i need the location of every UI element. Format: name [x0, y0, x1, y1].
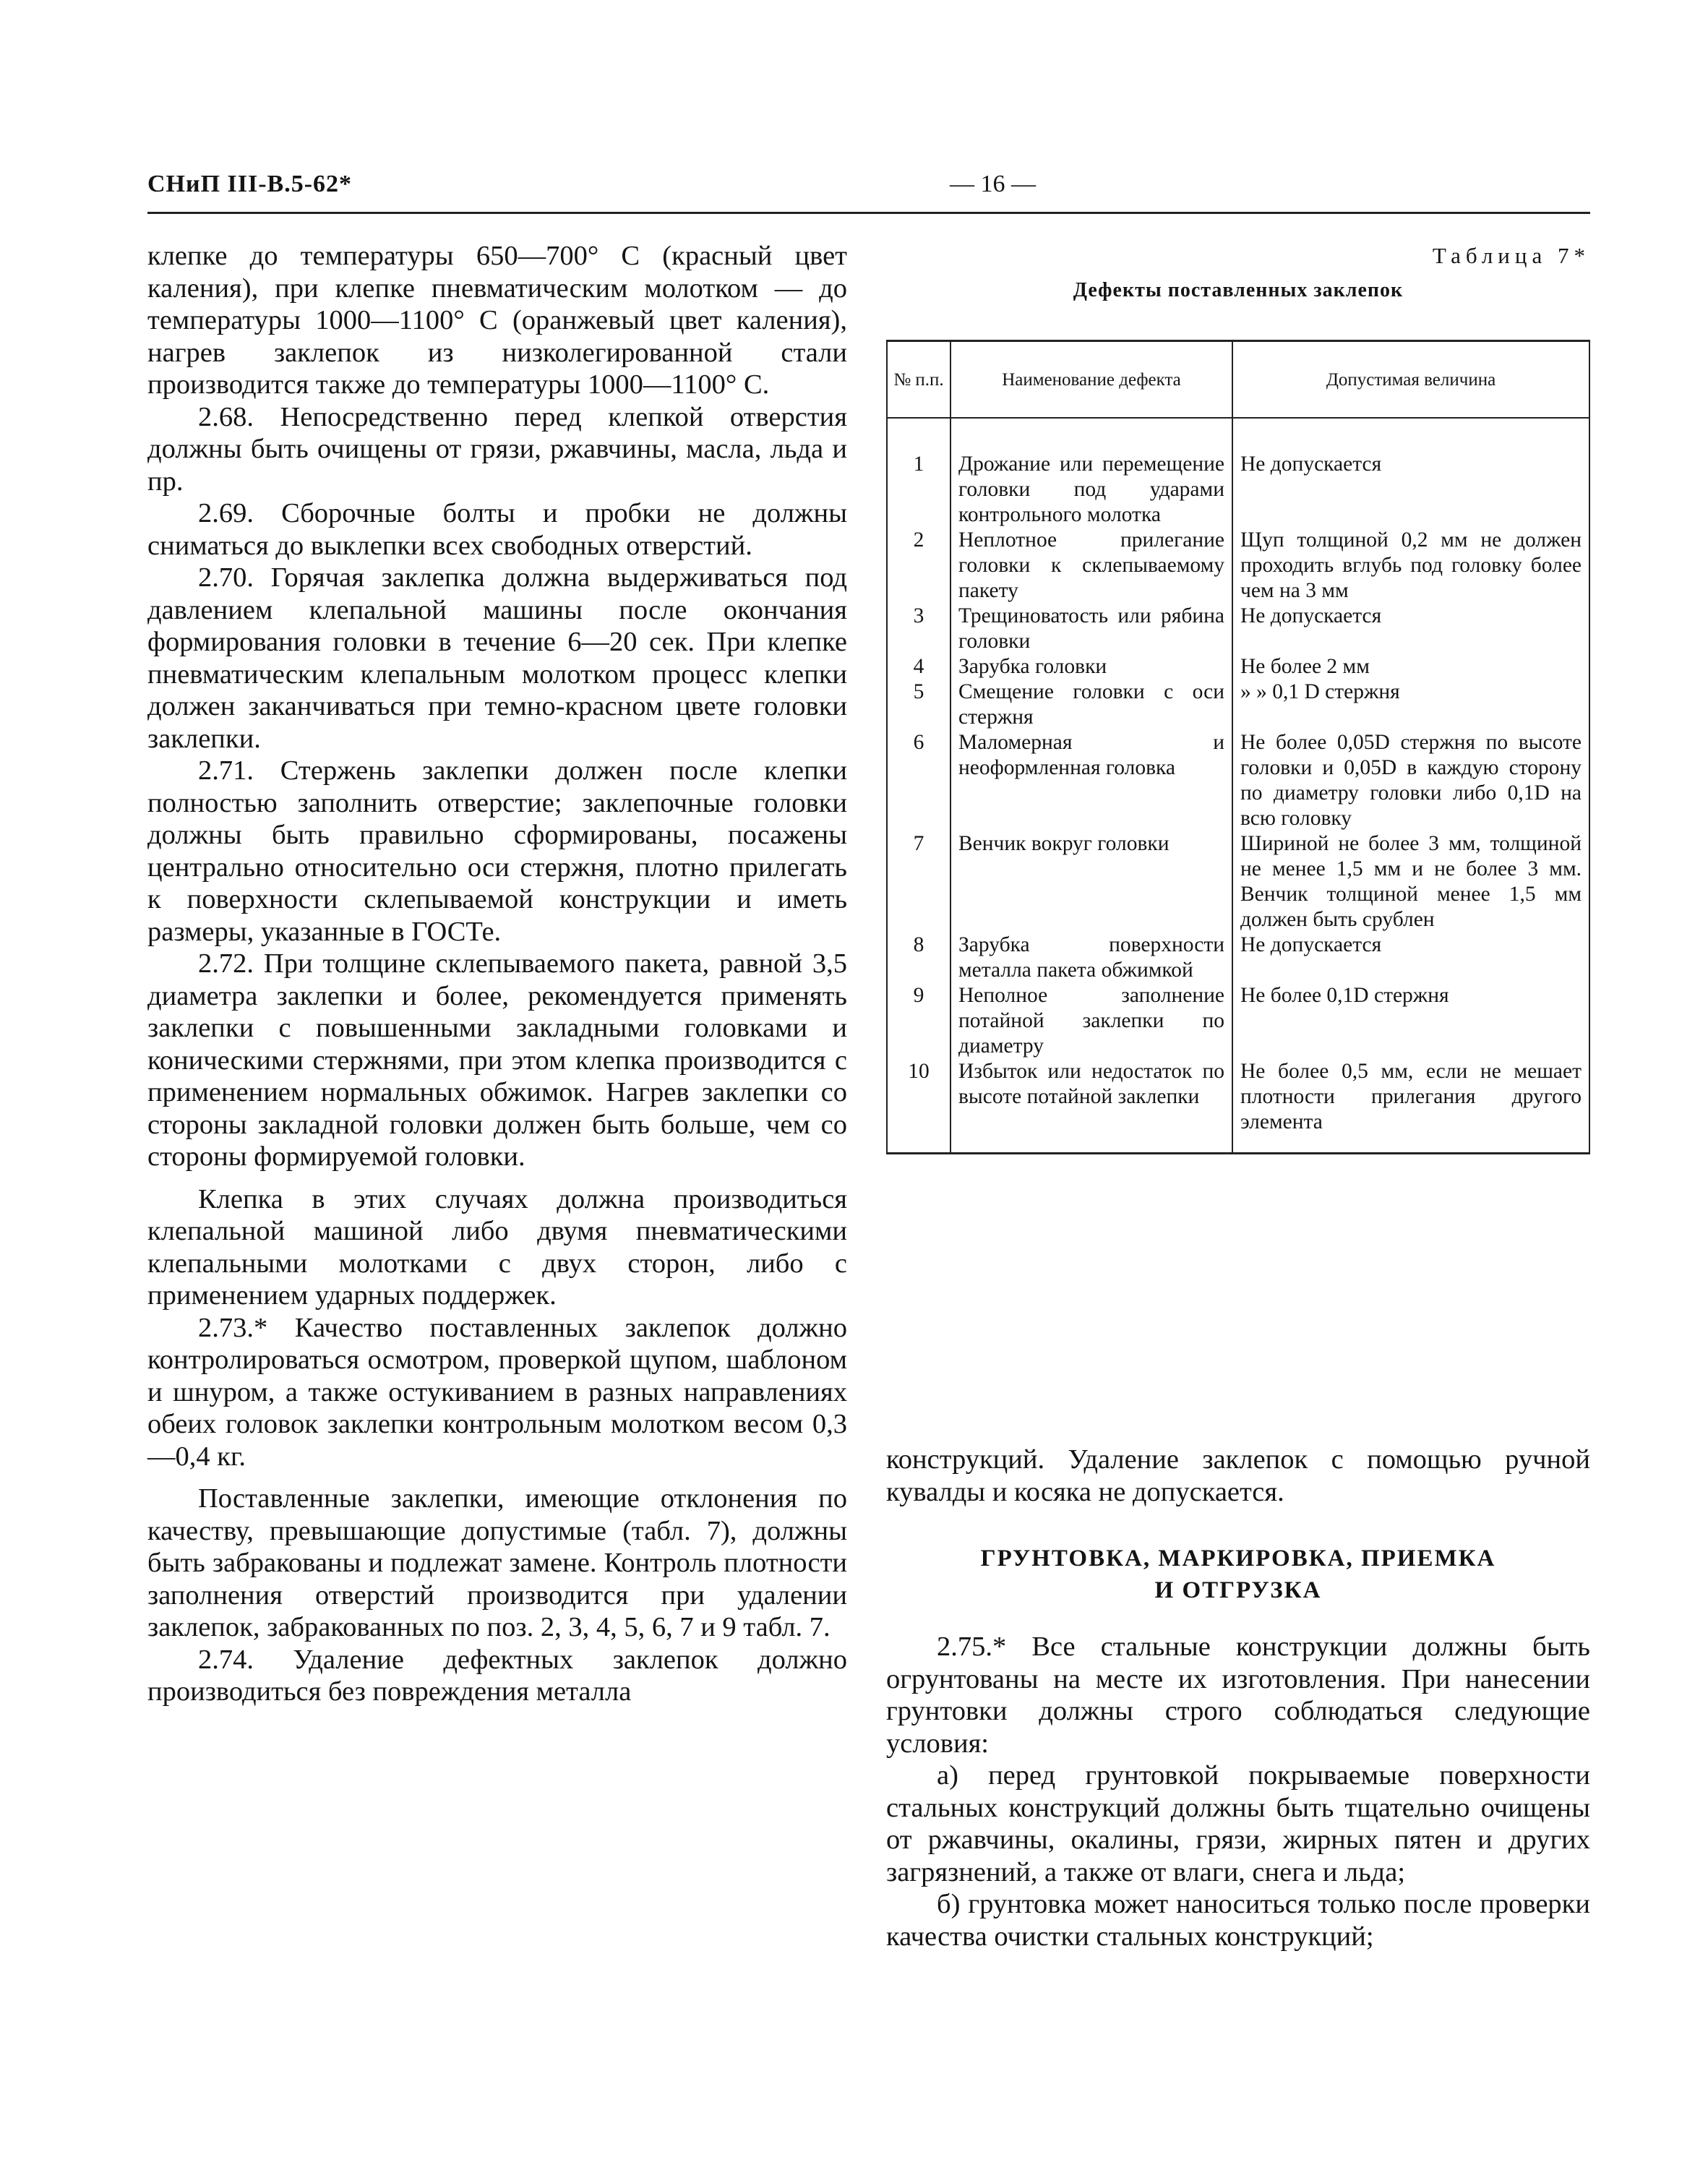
paragraph-2-75: 2.75.* Все стальные конструкции должны быть огрунтованы на месте их изготовления. При нанесении грунтовки должны строго соблюдаться следующие условия: — [886, 1632, 1590, 1759]
document-code: СНиП III-В.5-62* — [147, 171, 353, 197]
paragraph-rejected-rivets: Поставленные заклепки, имеющие отклонения по качеству, превышающие допустимые (табл. 7), должны быть забракованы и подлежат замене. Контроль плотности заполнения отверстий производится при удалении заклепок, забракованных по поз. 2, 3, 4, 5, 6, 7 и 9 табл. 7. — [147, 1483, 847, 1642]
row-number: 3 — [887, 604, 950, 654]
defect-name: Зарубка поверхности металла пакета обжимкой — [950, 932, 1232, 983]
table-title: Дефекты поставленных заклепок — [1073, 279, 1404, 301]
allowed-value: Не допускается — [1232, 932, 1589, 983]
row-number: 2 — [887, 528, 950, 604]
table-header-row — [887, 341, 1589, 419]
header-allowed-value: Допустимая величина — [1232, 341, 1589, 419]
defect-name: Венчик вокруг головки — [950, 831, 1232, 932]
defect-name: Зарубка головки — [950, 654, 1232, 679]
paragraph-riveting-cases: Клепка в этих случаях должна производиться клепальной машиной либо двумя пневматическими клепальными молотками с двух сторон, либо с применением ударных поддержек. — [147, 1183, 847, 1311]
table-row — [887, 1059, 1589, 1154]
row-number: 10 — [887, 1059, 950, 1154]
allowed-value: Не более 0,1D стержня — [1232, 983, 1589, 1059]
table-row — [887, 604, 1589, 654]
paragraph-2-72: 2.72. При толщине склепываемого пакета, равной 3,5 диаметра заклепки и более, рекомендуется применять заклепки с повышенными закладными головками и коническими стержнями, при этом клепка производится с применением нормальных обжимок. Нагрев заклепки со стороны закладной головки должен быть больше, чем со стороны формируемой головки. — [147, 948, 847, 1172]
header-defect-name: Наименование дефекта — [950, 341, 1232, 419]
paragraph-2-71: 2.71. Стержень заклепки должен после клепки полностью заполнить отверстие; заклепочные головки должны быть правильно сформированы, посажены центрально относительно оси стержня, плотно прилегать к поверхности склепываемой конструкции и иметь размеры, указанные в ГОСТе. — [147, 755, 847, 947]
table-row — [887, 730, 1589, 831]
section-heading-line: И ОТГРУЗКА — [1154, 1577, 1322, 1603]
row-number: 4 — [887, 654, 950, 679]
table-row — [887, 932, 1589, 983]
page-number: — 16 — — [950, 171, 1036, 197]
section-heading — [886, 1543, 1590, 1606]
table-number: Таблица 7* — [1432, 243, 1590, 268]
defect-name: Трещиноватость или рябина головки — [950, 604, 1232, 654]
table-row — [887, 418, 1589, 528]
defect-name: Маломерная и неоформленная головка — [950, 730, 1232, 831]
allowed-value: Не более 2 мм — [1232, 654, 1589, 679]
row-number: 6 — [887, 730, 950, 831]
row-number: 1 — [887, 418, 950, 528]
paragraph-2-74: 2.74. Удаление дефектных заклепок должно производиться без повреждения металла — [147, 1644, 847, 1707]
allowed-value: Щуп толщиной 0,2 мм не должен проходить вглубь под головку более чем на 3 мм — [1232, 528, 1589, 604]
section-heading-line: ГРУНТОВКА, МАРКИРОВКА, ПРИЕМКА — [980, 1545, 1496, 1572]
defect-name: Дрожание или перемещение головки под ударами контрольного молотка — [950, 418, 1232, 528]
table-row — [887, 831, 1589, 932]
allowed-value: Не более 0,05D стержня по высоте головки и 0,05D в каждую сторону по диаметру головки либо 0,1D на всю головку — [1232, 730, 1589, 831]
allowed-value: Не допускается — [1232, 418, 1589, 528]
row-number: 7 — [887, 831, 950, 932]
defect-name: Неплотное прилегание головки к склепываемому пакету — [950, 528, 1232, 604]
paragraph-item-a: а) перед грунтовкой покрываемые поверхности стальных конструкций должны быть тщательно очищены от ржавчины, окалины, грязи, жирных пятен и других загрязнений, а также от влаги, снега и льда; — [886, 1760, 1590, 1887]
row-number: 9 — [887, 983, 950, 1059]
table-row — [887, 528, 1589, 604]
paragraph-item-b: б) грунтовка может наноситься только после проверки качества очистки стальных конструкций; — [886, 1889, 1590, 1952]
allowed-value: Не допускается — [1232, 604, 1589, 654]
row-number: 8 — [887, 932, 950, 983]
paragraph-2-70: 2.70. Горячая заклепка должна выдерживаться под давлением клепальной машины после окончания формирования головки в течение 6—20 сек. При клепке пневматическим клепальным молотком процесс клепки должен заканчиваться при темно-красном цвете головки заклепки. — [147, 562, 847, 754]
defect-name: Неполное заполнение потайной заклепки по диаметру — [950, 983, 1232, 1059]
right-column — [886, 1444, 1590, 1952]
allowed-value: Шириной не более 3 мм, толщиной не менее 1,5 мм и не более 3 мм. Венчик толщиной менее 1,5 мм должен быть срублен — [1232, 831, 1589, 932]
allowed-value: » » 0,1 D стержня — [1232, 679, 1589, 730]
table-caption — [886, 243, 1590, 302]
header-number: № п.п. — [887, 341, 950, 419]
left-column — [147, 240, 847, 1708]
defect-name: Смещение головки с оси стержня — [950, 679, 1232, 730]
paragraph-continuation: клепке до температуры 650—700° С (красный цвет каления), при клепке пневматическим молотком — до температуры 1000—1100° С (оранжевый цвет каления), нагрев заклепок из низколегированной стали производится также до температуры 1000—1100° С. — [147, 241, 847, 400]
row-number: 5 — [887, 679, 950, 730]
allowed-value: Не более 0,5 мм, если не мешает плотности прилегания другого элемента — [1232, 1059, 1589, 1154]
paragraph-2-74-continuation: конструкций. Удаление заклепок с помощью ручной кувалды и косяка не допускается. — [886, 1444, 1590, 1507]
paragraph-2-73: 2.73.* Качество поставленных заклепок должно контролироваться осмотром, проверкой щупом, шаблоном и шнуром, а также остукиванием в разных направлениях обеих головок заклепки контрольным молотком весом 0,3—0,4 кг. — [147, 1312, 847, 1472]
table-row — [887, 983, 1589, 1059]
paragraph-2-69: 2.69. Сборочные болты и пробки не должны сниматься до выклепки всех свободных отверстий. — [147, 498, 847, 561]
page-header — [147, 171, 1590, 214]
table-row — [887, 654, 1589, 679]
paragraph-2-68: 2.68. Непосредственно перед клепкой отверстия должны быть очищены от грязи, ржавчины, масла, льда и пр. — [147, 401, 847, 497]
defect-name: Избыток или недостаток по высоте потайной заклепки — [950, 1059, 1232, 1154]
table-row — [887, 679, 1589, 730]
defects-table — [886, 340, 1590, 1154]
